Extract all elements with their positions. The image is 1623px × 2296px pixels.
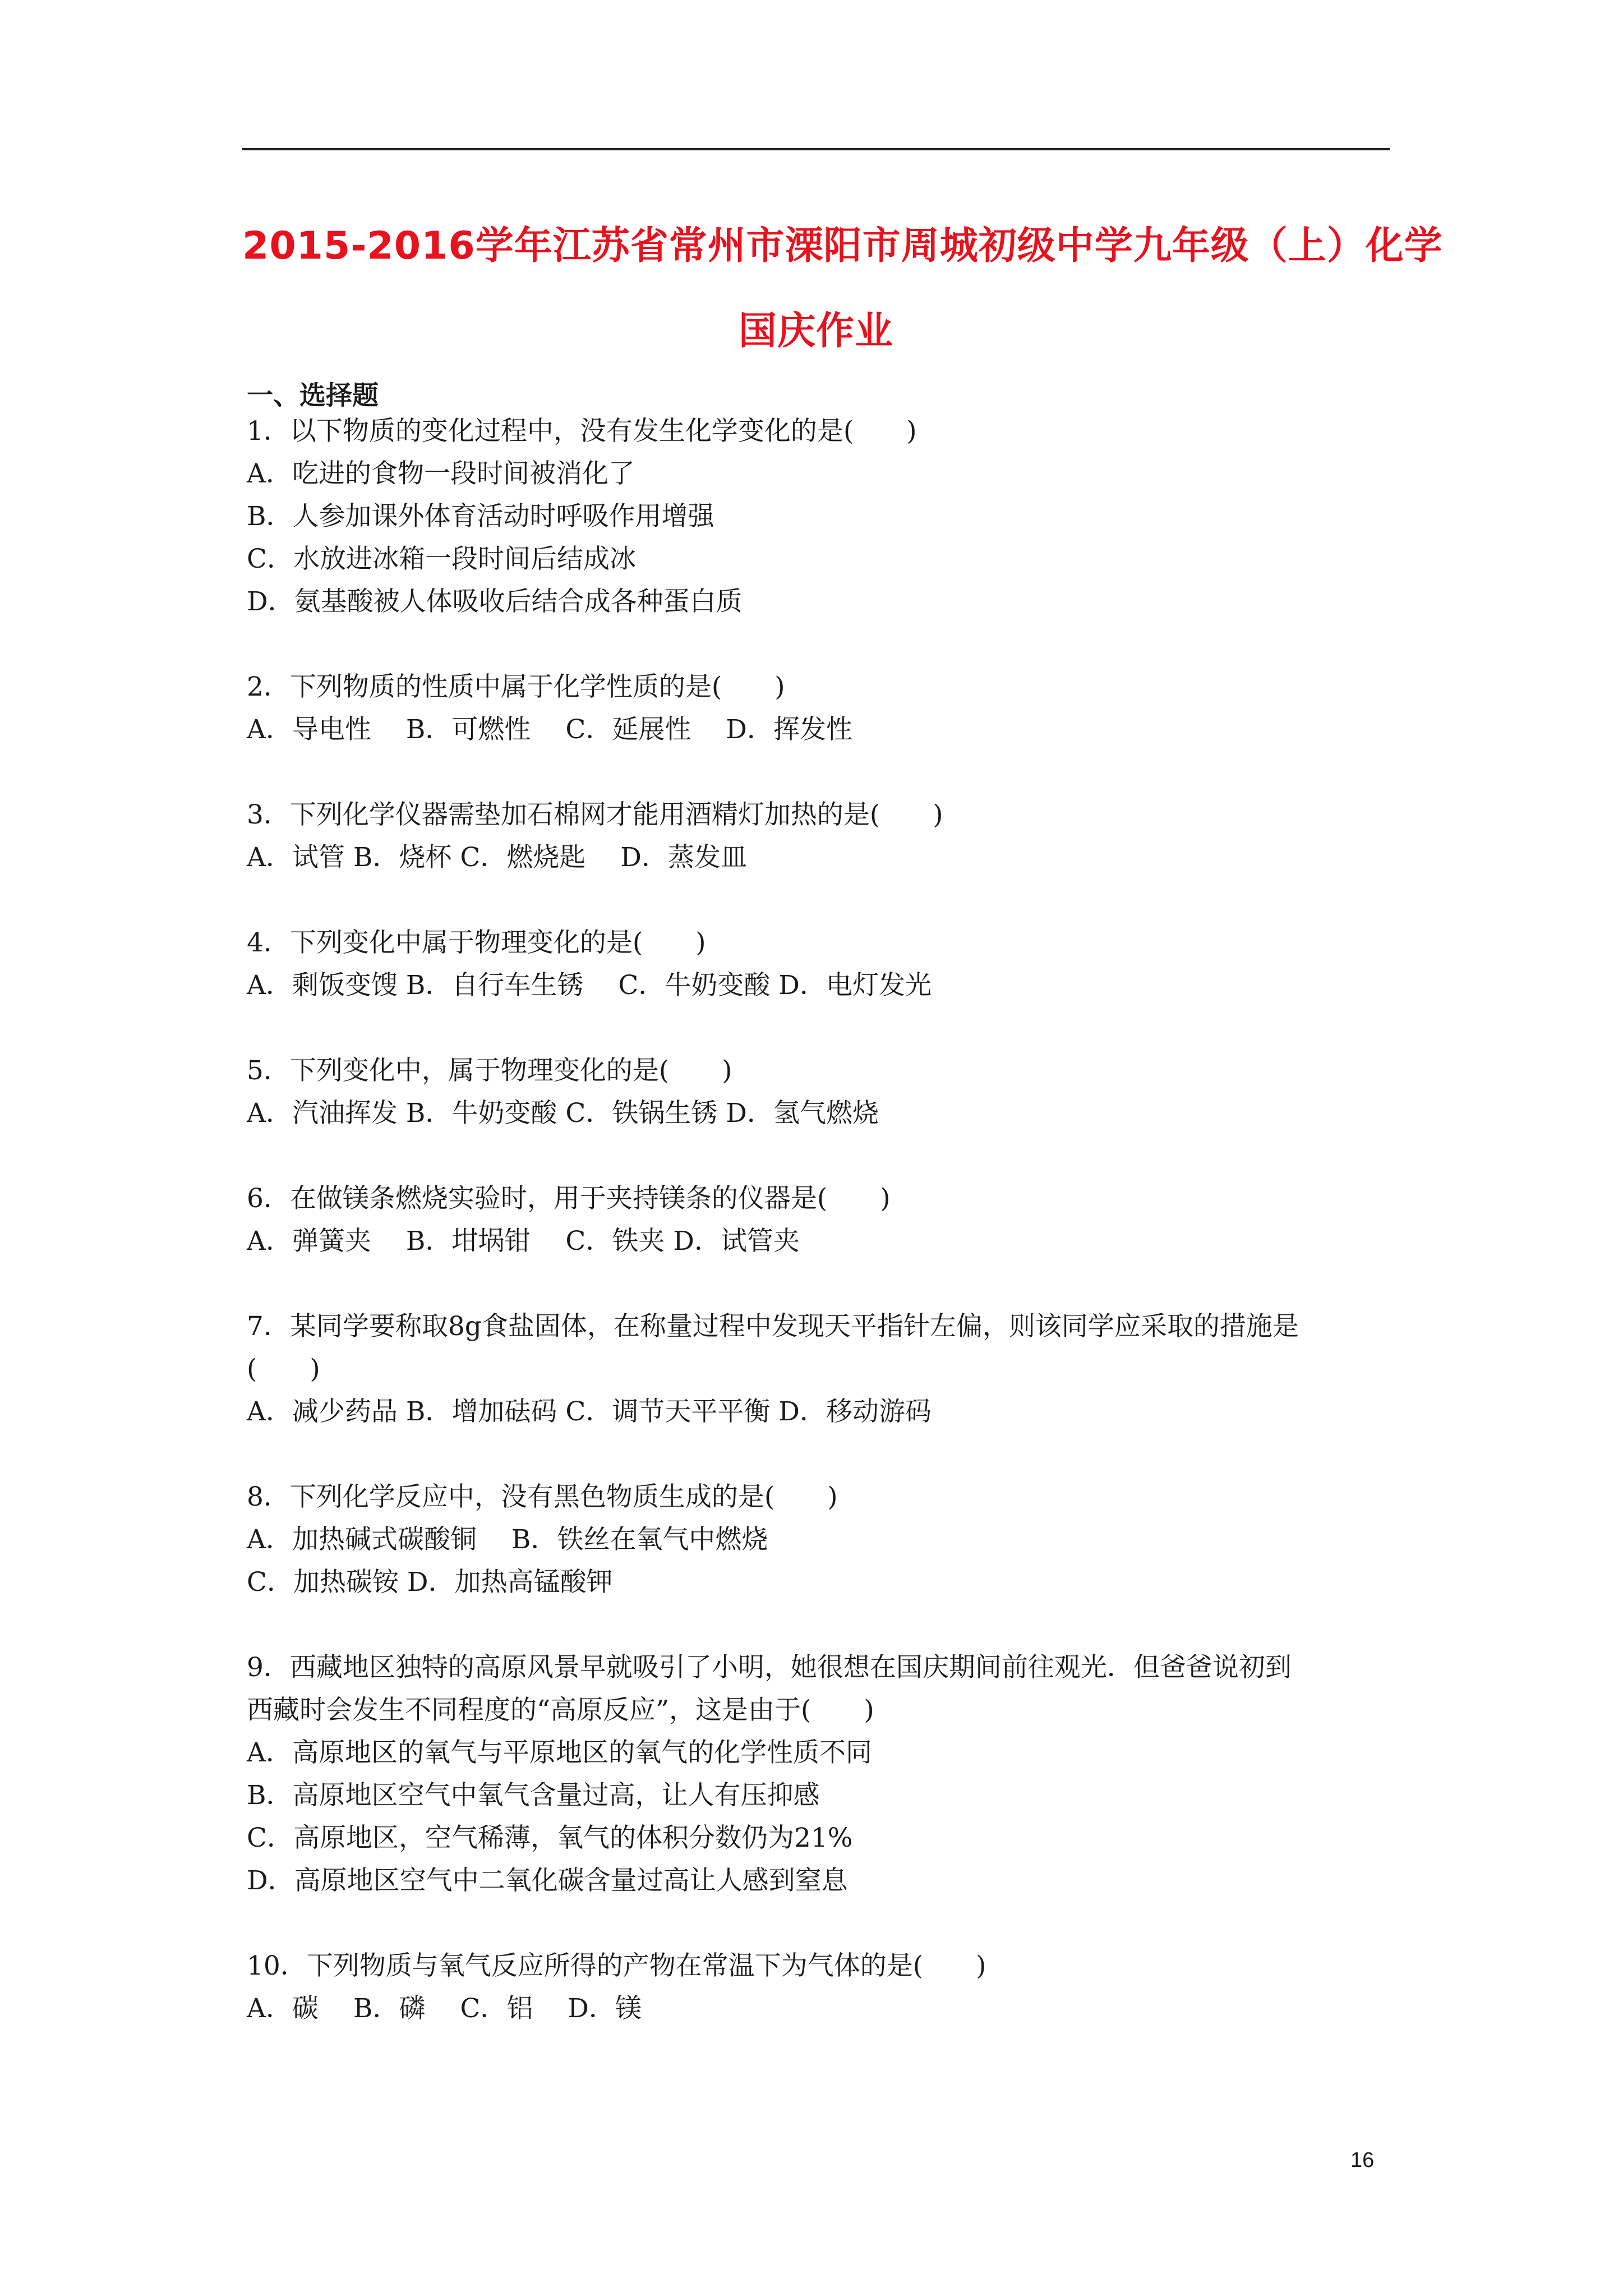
question-5-stem: 5．下列变化中，属于物理变化的是( )	[247, 1055, 732, 1086]
question-7-options: A．减少药品 B．增加砝码 C．调节天平平衡 D．移动游码	[247, 1396, 932, 1427]
question-9-stem: 9．西藏地区独特的高原风景早就吸引了小明，她很想在国庆期间前往观光．但爸爸说初到	[247, 1652, 1292, 1683]
header-rule	[242, 148, 1390, 150]
question-9-option-d: D．高原地区空气中二氧化碳含量过高让人感到窒息	[247, 1865, 848, 1896]
question-9-stem-cont: 西藏时会发生不同程度的“高原反应”，这是由于( )	[247, 1695, 874, 1726]
question-9-option-a: A．高原地区的氧气与平原地区的氧气的化学性质不同	[247, 1737, 872, 1768]
question-4-stem: 4．下列变化中属于物理变化的是( )	[247, 927, 706, 958]
question-9-option-b: B．高原地区空气中氧气含量过高，让人有压抑感	[247, 1780, 820, 1811]
question-6-options: A．弹簧夹 B．坩埚钳 C．铁夹 D．试管夹	[247, 1226, 800, 1257]
question-10-stem: 10．下列物质与氧气反应所得的产物在常温下为气体的是( )	[247, 1950, 986, 1981]
question-8-options-ab: A．加热碱式碳酸铜 B．铁丝在氧气中燃烧	[247, 1524, 768, 1555]
question-10-options: A．碳 B．磷 C．铝 D．镁	[247, 1993, 642, 2024]
question-7-stem-cont: ( )	[247, 1354, 320, 1384]
page-number: 16	[1350, 2148, 1375, 2172]
question-1-option-b: B．人参加课外体育活动时呼吸作用增强	[247, 501, 714, 532]
question-1-option-a: A．吃进的食物一段时间被消化了	[247, 458, 635, 489]
question-3-stem: 3．下列化学仪器需垫加石棉网才能用酒精灯加热的是( )	[247, 799, 943, 830]
question-9-option-c: C．高原地区，空气稀薄，氧气的体积分数仍为21%	[247, 1823, 853, 1853]
question-1-option-d: D．氨基酸被人体吸收后结合成各种蛋白质	[247, 586, 743, 617]
question-8-options-cd: C．加热碳铵 D．加热高锰酸钾	[247, 1567, 613, 1598]
question-3-options: A．试管 B．烧杯 C．燃烧匙 D．蒸发皿	[247, 842, 747, 873]
question-1-stem: 1．以下物质的变化过程中，没有发生化学变化的是( )	[247, 416, 917, 447]
question-4-options: A．剩饭变馊 B．自行车生锈 C．牛奶变酸 D．电灯发光	[247, 970, 932, 1001]
section-heading: 一、选择题	[247, 380, 379, 411]
question-6-stem: 6．在做镁条燃烧实验时，用于夹持镁条的仪器是( )	[247, 1183, 891, 1214]
question-8-stem: 8．下列化学反应中，没有黑色物质生成的是( )	[247, 1481, 838, 1512]
question-5-options: A．汽油挥发 B．牛奶变酸 C．铁锅生锈 D．氢气燃烧	[247, 1098, 879, 1129]
question-2-options: A．导电性 B．可燃性 C．延展性 D．挥发性	[247, 714, 852, 745]
question-2-stem: 2．下列物质的性质中属于化学性质的是( )	[247, 671, 785, 702]
question-7-stem: 7．某同学要称取8g食盐固体，在称量过程中发现天平指针左偏，则该同学应采取的措施是	[247, 1311, 1299, 1342]
document-title-line-1: 2015-2016学年江苏省常州市溧阳市周城初级中学九年级（上）化学	[242, 224, 1443, 268]
question-1-option-c: C．水放进冰箱一段时间后结成冰	[247, 544, 636, 574]
document-title-line-2: 国庆作业	[738, 309, 893, 353]
